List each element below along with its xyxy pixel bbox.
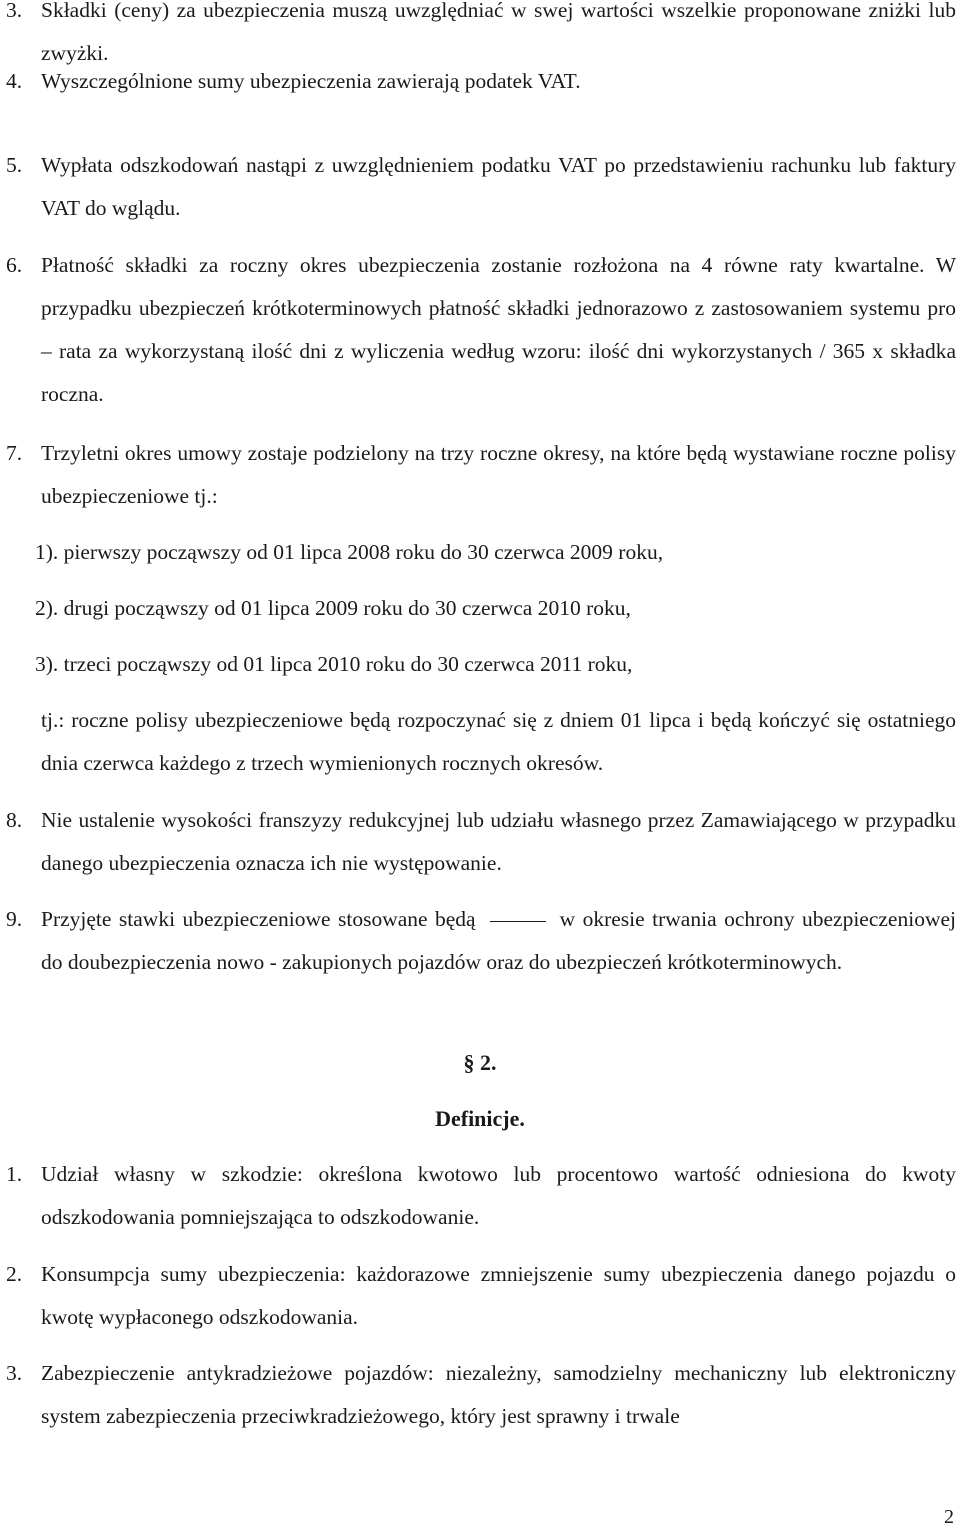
paragraph-text [41, 898, 956, 984]
paragraph-text-part-a: Przyjęte stawki ubezpieczeniowe stosowane będą [41, 907, 476, 931]
paragraph-text: Wyszczególnione sumy ubezpieczenia zawierają podatek VAT. [41, 69, 581, 93]
paragraph-text: Nie ustalenie wysokości franszyzy redukcyjnej lub udziału własnego przez Zamawiającego w przypadku danego ubezpieczenia oznacza ich nie występowanie. [41, 808, 956, 875]
list-item-text: 3). trzeci począwszy od 01 lipca 2010 roku do 30 czerwca 2011 roku, [35, 652, 633, 676]
period-list-item-3 [6, 643, 956, 686]
paragraph-5 [6, 144, 956, 230]
definition-2 [6, 1253, 956, 1339]
paragraph-number: 6. [6, 253, 23, 277]
paragraph-text: Płatność składki za roczny okres ubezpieczenia zostanie rozłożona na 4 równe raty kwartalne. W przypadku ubezpieczeń krótkoterminowych płatność składki jednorazowo z zastosowaniem systemu pro – rata za wykorzystaną ilość dni z wyliczenia według wzoru: ilość dni wykorzystanych / 365 x składka roczna. [41, 253, 956, 406]
paragraph-number: 8. [6, 808, 23, 832]
paragraph-9 [6, 898, 956, 984]
paragraph-text: tj.: roczne polisy ubezpieczeniowe będą rozpoczynać się z dniem 01 lipca i będą kończyć się ostatniego dnia czerwca każdego z trzech wymienionych rocznych okresów. [41, 708, 956, 775]
paragraph-text: Wypłata odszkodowań nastąpi z uwzględnieniem podatku VAT po przedstawieniu rachunku lub faktury VAT do wglądu. [41, 153, 956, 220]
page-number: 2 [944, 1506, 954, 1528]
paragraph-text: Składki (ceny) za ubezpieczenia muszą uwzględniać w swej wartości wszelkie proponowane zniżki lub zwyżki. [41, 0, 956, 65]
paragraph-4 [6, 60, 956, 103]
definition-text: Udział własny w szkodzie: określona kwotowo lub procentowo wartość odniesiona do kwoty odszkodowania pomniejszająca to odszkodowanie. [41, 1162, 956, 1229]
list-item-text: 2). drugi począwszy od 01 lipca 2009 roku do 30 czerwca 2010 roku, [35, 596, 631, 620]
paragraph-tj [6, 699, 956, 785]
period-list-item-1 [6, 531, 956, 574]
paragraph-number: 4. [6, 69, 23, 93]
paragraph-number: 3. [6, 0, 23, 22]
definition-text: Zabezpieczenie antykradzieżowe pojazdów: niezależny, samodzielny mechaniczny lub elektroniczny system zabezpieczenia przeciwkradzieżowego, który jest sprawny i trwale [41, 1361, 956, 1428]
definition-number: 3. [6, 1361, 23, 1385]
definition-1 [6, 1153, 956, 1239]
paragraph-number: 7. [6, 441, 23, 465]
definition-number: 2. [6, 1262, 23, 1286]
paragraph-6 [6, 244, 956, 416]
definition-text: Konsumpcja sumy ubezpieczenia: każdorazowe zmniejszenie sumy ubezpieczenia danego pojazdu o kwotę wypłaconego odszkodowania. [41, 1262, 956, 1329]
paragraph-text-part-b: w okresie trwania ochrony ubezpieczeniowej do doubezpieczenia nowo - zakupionych pojazdów oraz do ubezpieczeń krótkoterminowych. [41, 907, 956, 974]
definition-number: 1. [6, 1162, 23, 1186]
period-list-item-2 [6, 587, 956, 630]
section-number: § 2. [463, 1050, 497, 1075]
paragraph-7 [6, 432, 956, 518]
paragraph-number: 9. [6, 907, 23, 931]
list-item-text: 1). pierwszy począwszy od 01 lipca 2008 roku do 30 czerwca 2009 roku, [35, 540, 664, 564]
paragraph-number: 5. [6, 153, 23, 177]
dash-line [490, 921, 546, 922]
definition-3 [6, 1352, 956, 1438]
section-title: Definicje. [435, 1106, 525, 1131]
paragraph-text: Trzyletni okres umowy zostaje podzielony na trzy roczne okresy, na które będą wystawiane roczne polisy ubezpieczeniowe tj.: [41, 441, 956, 508]
paragraph-8 [6, 799, 956, 885]
